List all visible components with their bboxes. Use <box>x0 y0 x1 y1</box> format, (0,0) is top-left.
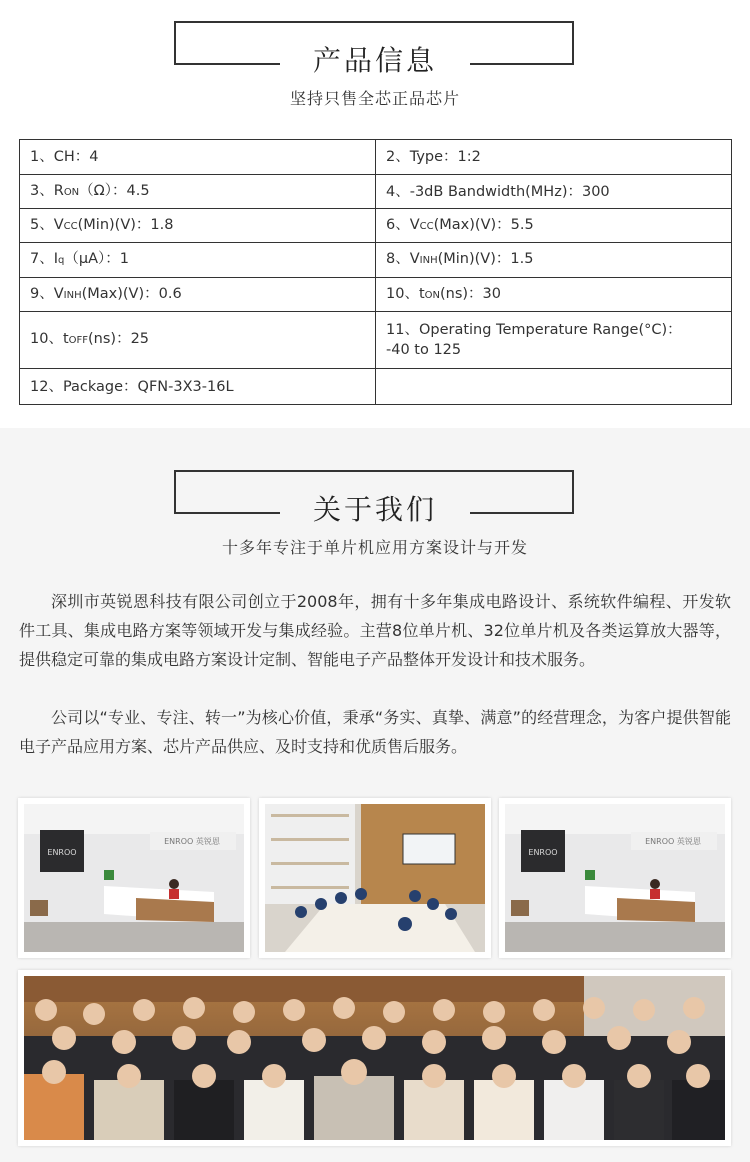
reception-sign-text: ENROO 英锐恩 <box>164 837 220 846</box>
reception-sign-text-2: ENROO 英锐恩 <box>645 837 701 846</box>
spec-table <box>19 139 732 405</box>
spec-operating-temp: 11、Operating Temperature Range(°C)： -40 to 125 <box>376 312 732 369</box>
meeting-image <box>265 804 485 952</box>
reception-photo-2 <box>499 798 731 958</box>
reception-logo-text: ENROO <box>47 848 77 857</box>
spec-ch: 1、CH：4 <box>20 140 376 175</box>
product-info-title: 产品信息 <box>312 44 437 77</box>
spec-vinh-max: 9、VINH(Max)(V)：0.6 <box>20 278 376 312</box>
team-photo <box>18 970 731 1146</box>
reception-image <box>24 804 244 952</box>
spec-vcc-max: 6、VCC(Max)(V)：5.5 <box>376 209 732 243</box>
table-row <box>20 369 732 405</box>
spec-package: 12、Package：QFN-3X3-16L <box>20 369 376 405</box>
spec-type: 2、Type：1:2 <box>376 140 732 175</box>
about-paragraph-2: 公司以“专业、专注、转一”为核心价值，秉承“务实、真挚、满意”的经营理念，为客户提供智能电子产品应用方案、芯片产品供应、及时支持和优质售后服务。 <box>19 708 731 756</box>
table-row <box>20 278 732 312</box>
product-info-section <box>0 0 750 428</box>
reception-logo-text-2: ENROO <box>528 848 558 857</box>
spec-vinh-min: 8、VINH(Min)(V)：1.5 <box>376 243 732 278</box>
reception-image-2 <box>505 804 725 952</box>
table-row <box>20 209 732 243</box>
spec-bandwidth: 4、-3dB Bandwidth(MHz)：300 <box>376 175 732 209</box>
reception-photo-1 <box>18 798 250 958</box>
about-paragraph-1: 深圳市英锐恩科技有限公司创立于2008年，拥有十多年集成电路设计、系统软件编程、开发软件工具、集成电路方案等领域开发与集成经验。主营8位单片机、32位单片机及各类运算放大器等，提供稳定可靠的集成电路方案设计定制、智能电子产品整体开发设计和技术服务。 <box>19 592 731 669</box>
about-title: 关于我们 <box>312 493 437 526</box>
table-row <box>20 175 732 209</box>
product-info-subtitle: 坚持只售全芯正品芯片 <box>289 89 460 108</box>
about-subtitle: 十多年专注于单片机应用方案设计与开发 <box>221 538 528 557</box>
meeting-room-photo <box>259 798 491 958</box>
table-row <box>20 312 732 369</box>
spec-iq: 7、Iq（μA）：1 <box>20 243 376 278</box>
spec-ron: 3、RON（Ω）：4.5 <box>20 175 376 209</box>
spec-empty <box>376 369 732 405</box>
spec-vcc-min: 5、VCC(Min)(V)：1.8 <box>20 209 376 243</box>
table-row <box>20 140 732 175</box>
spec-toff: 10、tOFF(ns)：25 <box>20 312 376 369</box>
spec-ton: 10、tON(ns)：30 <box>376 278 732 312</box>
team-image <box>24 976 725 1140</box>
table-row <box>20 243 732 278</box>
